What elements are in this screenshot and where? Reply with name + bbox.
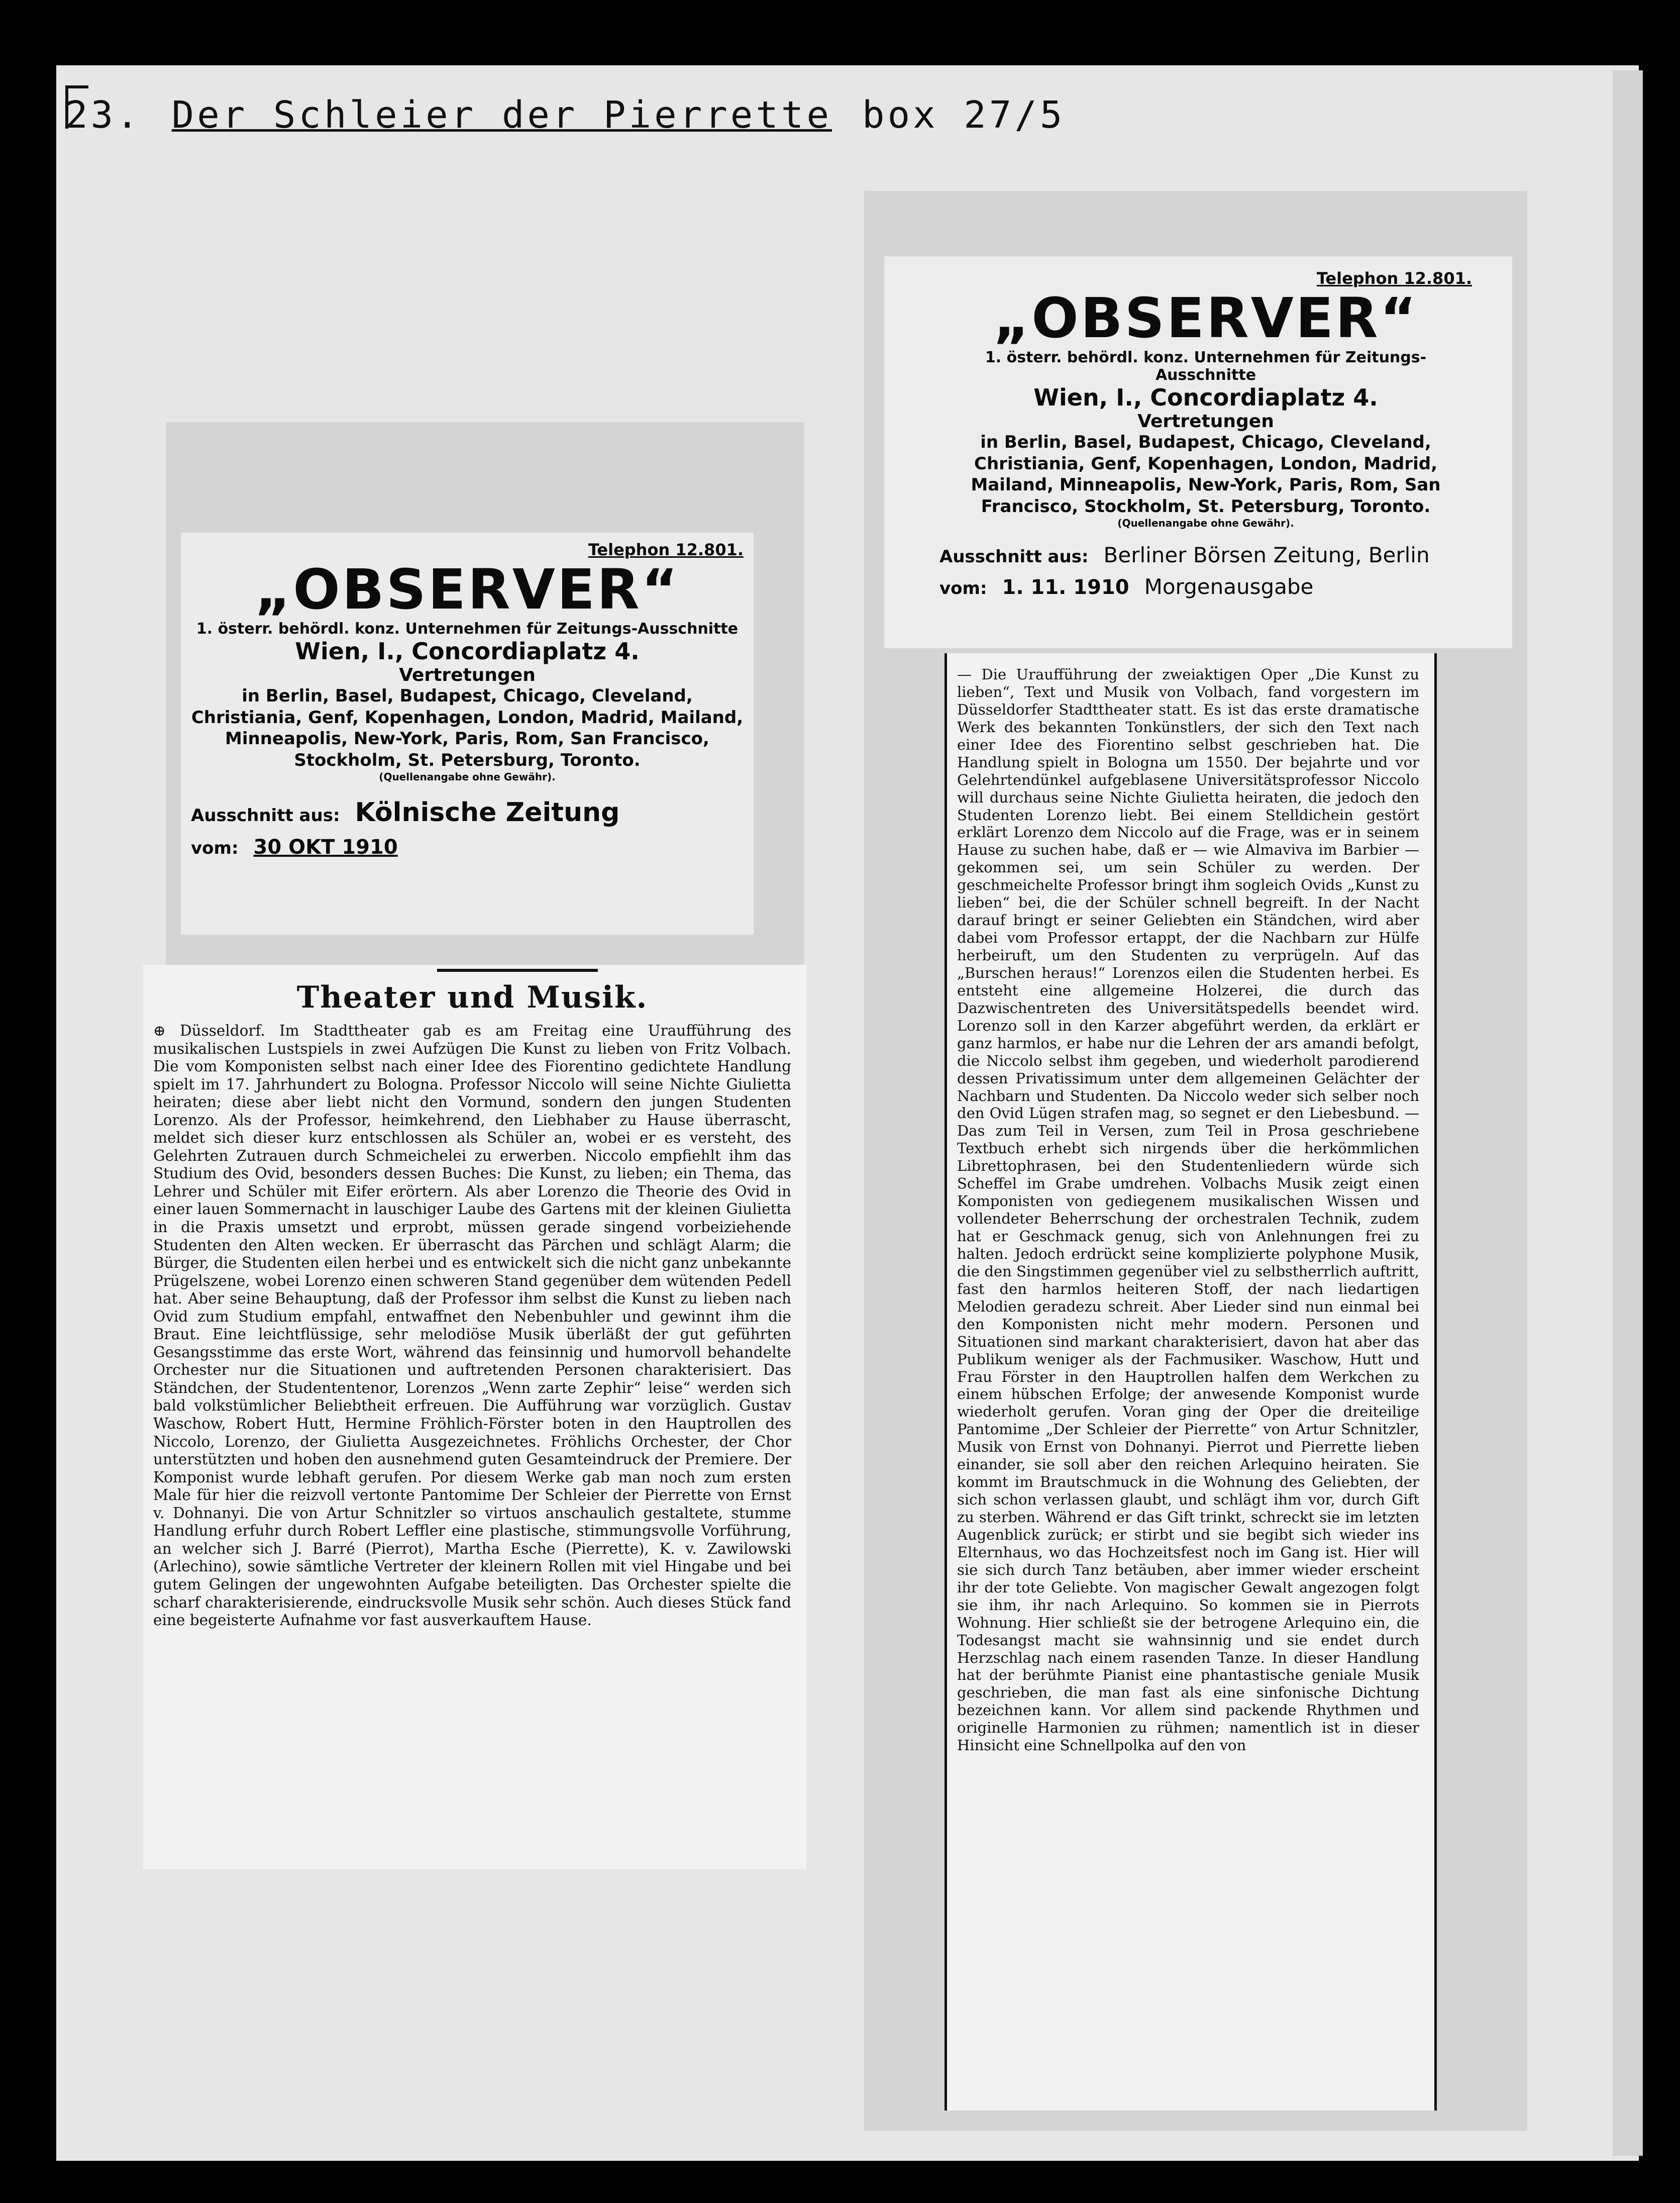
clipping-from-label: Ausschnitt aus: (939, 547, 1089, 567)
article-title: Theater und Musik. (296, 980, 648, 1015)
source-note: (Quellenangabe ohne Gewähr). (1117, 517, 1294, 529)
folder-number: 23. (65, 93, 142, 137)
left-observer-header (191, 540, 744, 862)
box-label: box 27/5 (862, 93, 1066, 137)
clipping-meta (191, 793, 744, 862)
telephone: Telephon 12.801. (1316, 269, 1472, 288)
folder-header (65, 81, 1065, 137)
right-observer-header (939, 269, 1472, 603)
observer-brand: „OBSERVER“ (993, 286, 1418, 350)
right-article (957, 666, 1419, 1754)
date-label: vom: (191, 838, 239, 858)
folder-title: Der Schleier der Pierrette (171, 93, 832, 137)
observer-brand: „OBSERVER“ (255, 557, 680, 622)
sheet-edge (1613, 70, 1643, 2156)
company-line: 1. österr. behördl. konz. Unternehmen für Zeitungs-Ausschnitte (196, 620, 739, 638)
clipping-meta (939, 539, 1472, 603)
clipping-date: 30 OKT 1910 (253, 836, 398, 859)
date-label: vom: (939, 578, 987, 598)
representations-label: Vertretungen (399, 665, 536, 685)
representations-label: Vertretungen (1137, 411, 1274, 432)
newspaper-name: Berliner Börsen Zeitung, Berlin (1103, 543, 1430, 567)
article-body: ⊕ Düsseldorf. Im Stadttheater gab es am Freitag eine Uraufführung des musikalischen Lustspiels in zwei Aufzügen Die Kunst zu lieben von Fritz Volbach. Die vom Komponisten selbst nach einer Idee des Fiorentino gedichtete Handlung spielt im 17. Jahrhundert zu Bologna. Professor Niccolo will seine Nichte Giulietta heiraten; diese aber liebt nicht den Vormund, sondern den jungen Studenten Lorenzo. Als der Professor, heimkehrend, den Liebhaber zu Hause überrascht, meldet sich dieser kurz entschlossen als Schüler an, wobei er es versteht, des Gelehrten Zutrauen durch Schmeichelei zu erwerben. Niccolo empfiehlt ihm das Studium des Ovid, besonders dessen Buches: Die Kunst, zu lieben; ein Thema, das Lehrer und Schüler mit Eifer erörtern. Als aber Lorenzo die Theorie des Ovid in einer lauen Sommernacht in lauschiger Laube des Gartens mit der kleinen Giulietta in die Praxis umsetzt und erprobt, müssen gerade singend vorbeiziehende Studenten den Alten wecken. Er überrascht das Pärchen und schlägt Alarm; die Bürger, die Studenten eilen herbei und es entwickelt sich die nicht ganz unbekannte Prügelszene, wobei Lorenzo einen schweren Stand gegenüber dem wütenden Pedell hat. Aber seine Behauptung, daß der Professor ihm selbst die Kunst zu lieben nach Ovid zum Studium empfahl, entwaffnet den Nebenbuhler und gewinnt ihm die Braut. Eine leichtflüssige, sehr melodiöse Musik überläßt der gut geführten Gesangsstimme das erste Wort, während das feinsinnig und humorvoll behandelte Orchester nur die Situationen und auftretenden Personen charakterisiert. Das Ständchen, der Studententenor, Lorenzos „Wenn zarte Zephir“ leise“ werden sich bald volkstümlicher Beliebtheit erfreuen. Die Aufführung war vorzüglich. Gustav Waschow, Robert Hutt, Hermine Fröhlich-Förster boten in den Hauptrollen des Niccolo, Lorenzo, der Giulietta Ausgezeichnetes. Fröhlichs Orchester, der Chor unterstützten und hoben den ausnehmend guten Gesamteindruck der Premiere. Der Komponist wurde lebhaft gerufen. Por diesem Werke gab man noch zum ersten Male für hier die reizvoll vertonte Pantomime Der Schleier der Pierrette von Ernst v. Dohnanyi. Die von Artur Schnitzler so virtuos anschaulich gestaltete, stumme Handlung erfuhr durch Robert Leffler eine plastische, stimmungsvolle Vorführung, an welcher sich J. Barré (Pierrot), Martha Esche (Pierrette), K. v. Zawilowski (Arlechino), sowie sämtliche Vertreter der kleinern Rollen mit viel Hingabe und bei gutem Gelingen der ungewohnten Aufgabe beteiligten. Das Orchester spielte die scharf charakterisierende, eindrucksvolle Musik sehr schön. Auch dieses Stück fand eine begeisterte Aufnahme vor fast ausverkauftem Hause. (153, 1022, 791, 1629)
telephone: Telephon 12.801. (588, 540, 744, 559)
clipping-date: 1. 11. 1910 (1002, 576, 1129, 599)
newspaper-name: Kölnische Zeitung (355, 797, 620, 828)
left-article (153, 980, 791, 1630)
cities: in Berlin, Basel, Budapest, Chicago, Cleveland, Christiania, Genf, Kopenhagen, London, Madrid, Mailand, Minneapolis, New-York, Paris, Rom, San Francisco, Stockholm, St. Petersburg, Toronto. (191, 686, 744, 770)
address: Wien, I., Concordiaplatz 4. (295, 638, 640, 665)
edition: Morgenausgabe (1144, 574, 1314, 599)
source-note: (Quellenangabe ohne Gewähr). (379, 771, 556, 783)
cities: in Berlin, Basel, Budapest, Chicago, Cleveland, Christiania, Genf, Kopenhagen, London, Madrid, Mailand, Minneapolis, New-York, Paris, Rom, San Francisco, Stockholm, St. Petersburg, Toronto. (971, 432, 1441, 517)
address: Wien, I., Concordiaplatz 4. (1033, 384, 1378, 411)
article-body: — Die Uraufführung der zweiaktigen Oper „Die Kunst zu lieben“, Text und Musik von Volbach, fand vorgestern im Düsseldorfer Stadttheater statt. Es ist das erste dramatische Werk des bekannten Tonkünstlers, der sich den Text nach einer Idee des Fiorentino selbst geschrieben hat. Die Handlung spielt in Bologna um 1550. Der bejahrte und vor Gelehrtendünkel aufgeblasene Universitätsprofessor Niccolo will durchaus seine Nichte Giulietta heiraten, die jedoch den Studenten Lorenzo liebt. Bei einem Stelldichein gestört erklärt Lorenzo dem Niccolo auf die Frage, was er in seinem Hause zu suchen habe, daß er — wie Almaviva im Barbier — gekommen sei, um sein Schüler zu werden. Der geschmeichelte Professor bringt ihm sogleich Ovids „Kunst zu lieben“ bei, die der Schüler schnell begreift. In der Nacht darauf bringt er seiner Geliebten ein Ständchen, wird aber dabei vom Professor ertappt, der die Nachbarn zur Hülfe herbeiruft, um den Studenten zu verprügeln. Auf das „Burschen heraus!“ Lorenzos eilen die Studenten herbei. Es entsteht eine allgemeine Holzerei, die durch das Dazwischentreten des Universitätspedells beendet wird. Lorenzo soll in den Karzer abgeführt werden, da erklärt er ganz harmlos, er habe nur die Lehren der ars amandi befolgt, die Niccolo selbst ihm gegeben, und wiederholt parodierend dessen Privatissimum unter dem allgemeinen Gelächter der Nachbarn und Studenten. Da Niccolo weder sich selber noch den Ovid Lügen strafen mag, so segnet er den Liebesbund. — Das zum Teil in Versen, zum Teil in Prosa geschriebene Textbuch erhebt sich nirgends über die herkömmlichen Librettophrasen, bei den Studentenliedern würde sich Scheffel im Grabe umdrehen. Volbachs Musik zeigt einen Komponisten von gediegenem musikalischen Wissen und vollendeter Beherrschung der orchestralen Technik, zudem hat er Geschmack genug, sich von Anlehnungen frei zu halten. Jedoch erdrückt seine komplizierte polyphone Musik, die den Singstimmen gegenüber viel zu selbstherrlich auftritt, fast den harmlos heiteren Stoff, der nach liedartigen Melodien geradezu schreit. Aber Lieder sind nun einmal bei den Komponisten nicht mehr modern. Personen und Situationen sind markant charakterisiert, davon hat aber das Publikum weniger als der Fachmusiker. Waschow, Hutt und Frau Förster in den Hauptrollen halfen dem Werkchen zu einem hübschen Erfolge; der anwesende Komponist wurde wiederholt gerufen. Voran ging der Oper die dreiteilige Pantomime „Der Schleier der Pierrette“ von Artur Schnitzler, Musik von Ernst von Dohnanyi. Pierrot und Pierrette lieben einander, sie soll aber den reichen Arlequino heiraten. Sie kommt im Brautschmuck in die Wohnung des Geliebten, der sich schon verlassen glaubt, und schlägt ihm vor, durch Gift zu sterben. Während er das Gift trinkt, schreckt sie im letzten Augenblick zurück; er stirbt und sie begibt sich wieder ins Elternhaus, wo das Hochzeitsfest noch im Gang ist. Hier will sie sich durch Tanz betäuben, aber immer wieder erscheint ihr der tote Geliebte. Von magischer Gewalt angezogen folgt sie ihm, ihr nach Arlequino. So kommen sie in Pierrots Wohnung. Hier schließt sie der betrogene Arlequino ein, die Todesangst macht sie wahnsinnig und sie endet durch Herzschlag nach einem rasenden Tanze. In dieser Handlung hat der berühmte Pianist eine phantastische geniale Musik geschrieben, die man fast als eine sinfonische Dichtung bezeichnen kann. Vor allem sind packende Rhythmen und originelle Harmonien zu rühmen; namentlich ist in dieser Hinsicht eine Schnellpolka auf den von (957, 666, 1419, 1754)
company-line: 1. österr. behördl. konz. Unternehmen für Zeitungs-Ausschnitte (985, 349, 1427, 384)
clipping-from-label: Ausschnitt aus: (191, 806, 340, 826)
left-article-rule (437, 969, 598, 972)
